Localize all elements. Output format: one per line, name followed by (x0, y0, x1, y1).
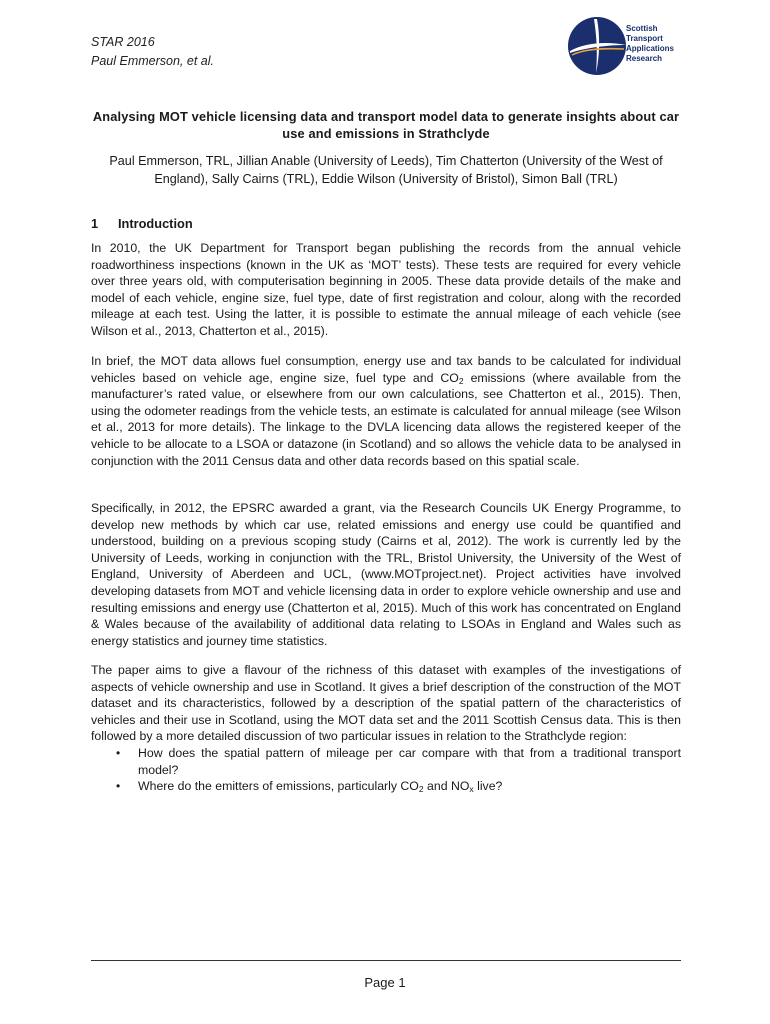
logo-line: Research (626, 54, 663, 63)
paragraph-text: In 2010, the UK Department for Transport began publishing the records from the annual vehicle roadworthiness inspections (known in the UK as ‘MOT’ tests). These tests are required for every vehicle over three years old, with computerisation beginning in 2005. These data provide details of the make and model of each vehicle, engine size, fuel type, date of first registration and colour, along with the recorded mileage at each test. Using the latter, it is possible to estimate the annual mileage of each vehicle (see Wilson et al., 2013, Chatterton et al., 2015). (91, 241, 681, 338)
paragraph-2 (91, 353, 681, 469)
section-number: 1 (91, 216, 99, 231)
section-heading (91, 216, 193, 231)
bullet-list (91, 745, 681, 795)
section-title: Introduction (118, 216, 193, 231)
subscript: 2 (418, 784, 424, 795)
page-number: Page 1 (364, 975, 406, 990)
star-logo-emblem (566, 15, 628, 77)
author-list: Paul Emmerson, TRL, Jillian Anable (University of Leeds), Tim Chatterton (University of the West of England), Sally Cairns (TRL), Eddie Wilson (University of Bristol), Simon Ball (TRL) (109, 154, 663, 186)
logo-line: Applications (626, 44, 675, 53)
paragraph-text: Specifically, in 2012, the EPSRC awarded a grant, via the Research Councils UK Energy Programme, to develop new methods by which car use, related emissions and energy use could be quantified and understood, building on a previous scoping study (Cairns et al, 2012). The work is currently led by the University of Leeds, working in conjunction with the TRL, Bristol University, the University of the West of England, University of Aberdeen and UCL, (www.MOTproject.net). Project activities have involved developing datasets from MOT and vehicle licensing data in order to explore vehicle ownership and use and resulting emissions and energy use (Chatterton et al, 2015). Much of this work has concentrated on England & Wales because of the availability of additional data relating to LSOAs in England and Wales such as energy statistics and journey time statistics. (91, 501, 681, 648)
bullet-text: live? (473, 779, 503, 794)
paragraph-text-part: In brief, the MOT data allows fuel consumption, energy use and tax bands to be calculated for individual vehicles based on vehicle age, engine size, fuel type and CO (91, 354, 681, 385)
bullet-text: and NO (423, 779, 470, 794)
bullet-text: How does the spatial pattern of mileage per car compare with that from a traditional transport model? (138, 745, 681, 777)
footer-divider (91, 960, 681, 961)
paragraph-3 (91, 500, 681, 649)
bullet-icon: • (116, 779, 121, 794)
paper-title: Analysing MOT vehicle licensing data and transport model data to generate insights about car use and emissions in Strathclyde (92, 109, 680, 141)
bullet-item (91, 745, 681, 778)
bullet-item (91, 778, 681, 795)
paragraph-text: The paper aims to give a flavour of the richness of this dataset with examples of the investigations of aspects of vehicle ownership and use in Scotland. It gives a brief description of the construction of the MOT dataset and its characteristics, followed by a description of the spatial pattern of the characteristics of vehicles and their use in Scotland, using the MOT data set and the 2011 Scottish Census data. This is then followed by a more detailed discussion of two particular issues in relation to the Strathclyde region: (91, 663, 681, 744)
paragraph-1 (91, 240, 681, 340)
paragraph-text-part: emissions (where available from the manufacturer’s rated value, or elsewhere from our own calculations, see Chatterton et al., 2015). Then, using the odometer readings from the vehicle tests, an estimate is calculated for annual mileage (see Wilson et al., 2013 for more details). The linkage to the DVLA licencing data allows the registered keeper of the vehicle to be allocate to a LSOA or datazone (in Scotland) and so allows the vehicle data to be analysed in conjunction with the 2011 Census data and other data records based on this spatial scale. (91, 370, 681, 468)
header-conference: STAR 2016 (91, 35, 155, 49)
star-logo (566, 15, 678, 77)
header-authors: Paul Emmerson, et al. (91, 54, 214, 68)
logo-wordmark (626, 24, 674, 64)
bullet-icon: • (116, 745, 121, 760)
paragraph-4 (91, 662, 681, 795)
bullet-text: Where do the emitters of emissions, particularly CO (138, 779, 419, 794)
subscript: x (469, 784, 474, 795)
logo-line: Transport (626, 34, 663, 43)
paragraph-text (91, 353, 681, 469)
logo-line: Scottish (626, 24, 658, 33)
subscript: 2 (458, 375, 464, 386)
running-header (91, 33, 214, 71)
